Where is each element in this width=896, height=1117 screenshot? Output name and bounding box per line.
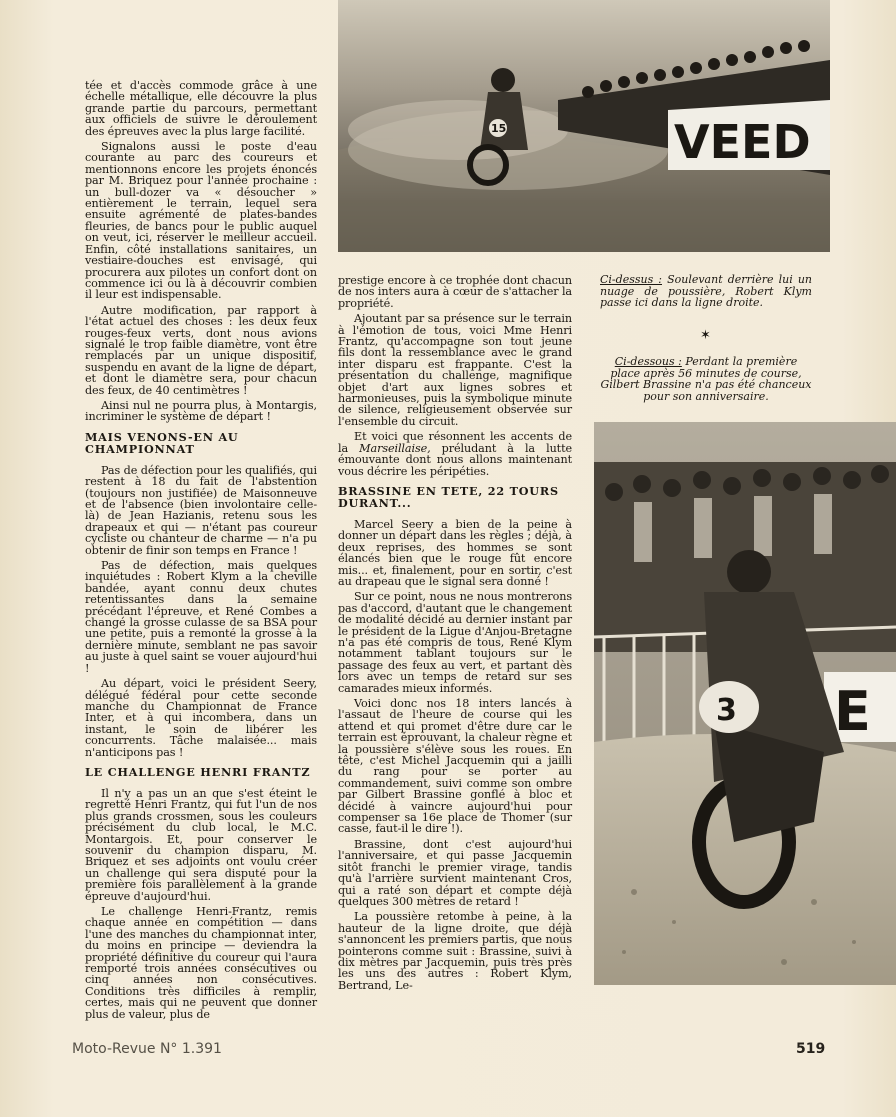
col1-paragraph-6: Pas de défection, mais quelques inquiétudes : Robert Klym a la cheville bandée, ayant connu deux chutes retentissantes dans la semaine précédant l'épreuve, et René Combes a changé la grosse culasse de sa BSA pour une petite, puis a remonté la grosse à la dernière minute, semblant ne pas savoir au juste à quel saint se vouer aujourd'hui ! (85, 559, 317, 675)
col2-paragraph-3 (338, 431, 572, 477)
col1-paragraph-5: Pas de défection pour les qualifiés, qui restent à 18 du fait de l'abstention (toujours non justifiée) de Maisonneuve et de l'absence (bien involontaire celle-là) de Jean Hazianis, retenu sous les drapeaux et qui — n'étant pas coureur cycliste ou chanteur de charme — n'a pu obtenir de finir son temps en France ! (85, 463, 317, 557)
section-heading-championnat: MAIS VENONS-EN AU CHAMPIONNAT (85, 429, 239, 456)
caption-bottom-lead: Ci-dessous : (614, 355, 682, 368)
section-heading-challenge: LE CHALLENGE HENRI FRANTZ (85, 764, 311, 779)
col1-paragraph-2: Signalons aussi le poste d'eau courante au parc des coureurs et mentionnons encore les projets énoncés par M. Briquez pour l'année prochaine : un bull-dozer va « désoucher » entièrement le terrain, lequel sera ensuite agrémenté de plates-bandes fleuries, de bancs pour le public auquel on veut, ici, réserver le meilleur accueil. Enfin, côté installations sanitaires, un vestiaire-douches est envisagé, qui procurera aux pilotes un confort dont on commence ici ou là à découvrir combien il leur est indispensable. (85, 140, 317, 302)
photo-gilbert-brassine (594, 422, 896, 985)
col2-paragraph-7: Brassine, dont c'est aujourd'hui l'anniversaire, et qui passe Jacquemin sitôt franchi le premier virage, tandis qu'à l'arrière survient maintenant Cros, qui a raté son départ et compte déjà quelques 300 mètres de retard ! (338, 837, 572, 908)
photo-bottom-number: 3 (716, 693, 737, 728)
col1-paragraph-4: Ainsi nul ne pourra plus, à Montargis, incriminer le système de départ ! (85, 398, 317, 424)
col2-paragraph-5: Sur ce point, nous ne nous montrerons pas d'accord, d'autant que le changement de modalité décidé au dernier instant par le président de la Ligue d'Anjou-Bretagne n'a pas été compris de tous, René Klym notamment tablant toujours sur le passage des feux au vert, et partant dès lors avec un temps de retard sur ses camarades mieux informés. (338, 590, 572, 695)
caption-bottom-text: Perdant la première place après 56 minutes de course, Gilbert Brassine n'a pas été chanceux pour son anniversaire. (600, 355, 812, 403)
col1-paragraph-8: Il n'y a pas un an que s'est éteint le regretté Henri Frantz, qui fut l'un de nos plus grands crossmen, sous les couleurs précisément du club local, le M.C. Montargois. Et, pour conserver le souvenir du champion disparu, M. Briquez et ses adjoints ont voulu créer un challenge qui sera disputé pour la première fois parallèlement à la grande épreuve d'aujourd'hui. (85, 786, 317, 903)
col1-paragraph-7: Au départ, voici le président Seery, délégué fédéral pour cette seconde manche du Championnat de France Inter, et à qui incombera, dans un instant, le soin de libérer les concurrents. Tâche malaisée... mais n'anticipons pas ! (85, 677, 317, 759)
footer-page-number: 519 (796, 1041, 826, 1057)
photo-top-banner-text: VEED (674, 115, 811, 169)
photo-top-illustration (338, 0, 830, 252)
article-column-2 (338, 275, 572, 995)
col1-paragraph-3: Autre modification, par rapport à l'état actuel des choses : les deux feux rouges-feux verts, dont nous avions signalé le trop faible diamètre, vont être remplacés par un unique dispositif, suspendu en avant de la ligne de départ, et dont le diamètre sera, pour chacun des feux, de 40 centimètres ! (85, 303, 317, 397)
section-heading-brassine: BRASSINE EN TETE, 22 TOURS DURANT... (338, 483, 559, 510)
col1-paragraph-9: Le challenge Henri-Frantz, remis chaque année en compétition — dans l'une des manches du championnat inter, du moins en principe — deviendra la propriété définitive du coureur qui l'aura remporté trois années consécutives ou cinq années non consécutives. Conditions très difficiles à remplir, certes, mais qui ne peuvent que donner plus de valeur, plus de (85, 905, 317, 1021)
photo-top-number: 15 (491, 122, 507, 135)
col2-p3-start: Et voici que résonnent les accents de la (338, 430, 572, 455)
caption-bottom-photo (600, 356, 812, 402)
star-separator-icon: ✶ (700, 328, 711, 343)
col2-paragraph-8: La poussière retombe à peine, à la hauteur de la ligne droite, que déjà s'annoncent les premiers partis, que nous pointerons comme suit : Brassine, suivi à dix mètres par Jacquemin, puis très près les uns des autres : Robert Klym, Bertrand, Le- (338, 910, 572, 992)
footer-magazine-issue: Moto-Revue N° 1.391 (72, 1041, 222, 1057)
col2-paragraph-2: Ajoutant par sa présence sur le terrain à l'émotion de tous, voici Mme Henri Frantz, qu'accompagne son tout jeune fils dont la ressemblance avec le grand inter disparu est frappante. C'est la présentation du challenge, magnifique objet d'art aux lignes sobres et harmonieuses, puis la symbolique minute de silence, religieusement observée sur l'ensemble du circuit. (338, 312, 572, 428)
caption-top-photo (600, 274, 812, 309)
article-column-1 (85, 80, 317, 1024)
col2-paragraph-1: prestige encore à ce trophée dont chacun de nos inters aura à cœur de s'attacher la propriété. (338, 274, 572, 310)
caption-top-lead: Ci-dessus : (600, 273, 662, 286)
col2-p3-end: préludant à la lutte émouvante dont nous allons maintenant vous décrire les péripéties. (338, 441, 572, 478)
col2-paragraph-4: Marcel Seery a bien de la peine à donner un départ dans les règles ; déjà, à deux reprises, des hommes se sont élancés bien que le rouge fût encore mis... et, finalement, pour en sortir, c'est au drapeau que le signal sera donné ! (338, 517, 572, 588)
col2-p3-marseillaise: Marseillaise, (359, 441, 431, 455)
photo-robert-klym (338, 0, 830, 252)
col2-paragraph-6: Voici donc nos 18 inters lancés à l'assaut de l'heure de course qui les attend et qui promet d'être dure car le terrain est éprouvant, la chaleur règne et la poussière s'élève sous les roues. En tête, c'est Michel Jacquemin qui a jailli du rang pour se porter au commandement, suivi comme son ombre par Gilbert Brassine gonflé à bloc et décidé à vaincre aujourd'hui pour compenser sa 16e place de Thomer (sur casse, faut-il le dire !). (338, 697, 572, 836)
col1-paragraph-1: tée et d'accès commode grâce à une échelle métallique, elle découvre la plus grande partie du parcours, permettant aux officiels de suivre le déroulement des épreuves avec la plus large facilité. (85, 79, 317, 138)
photo-bottom-illustration (594, 422, 896, 985)
photo-bottom-banner-text: E (834, 680, 871, 743)
caption-top-text: Soulevant derrière lui un nuage de poussière, Robert Klym passe ici dans la ligne droite. (600, 273, 812, 309)
